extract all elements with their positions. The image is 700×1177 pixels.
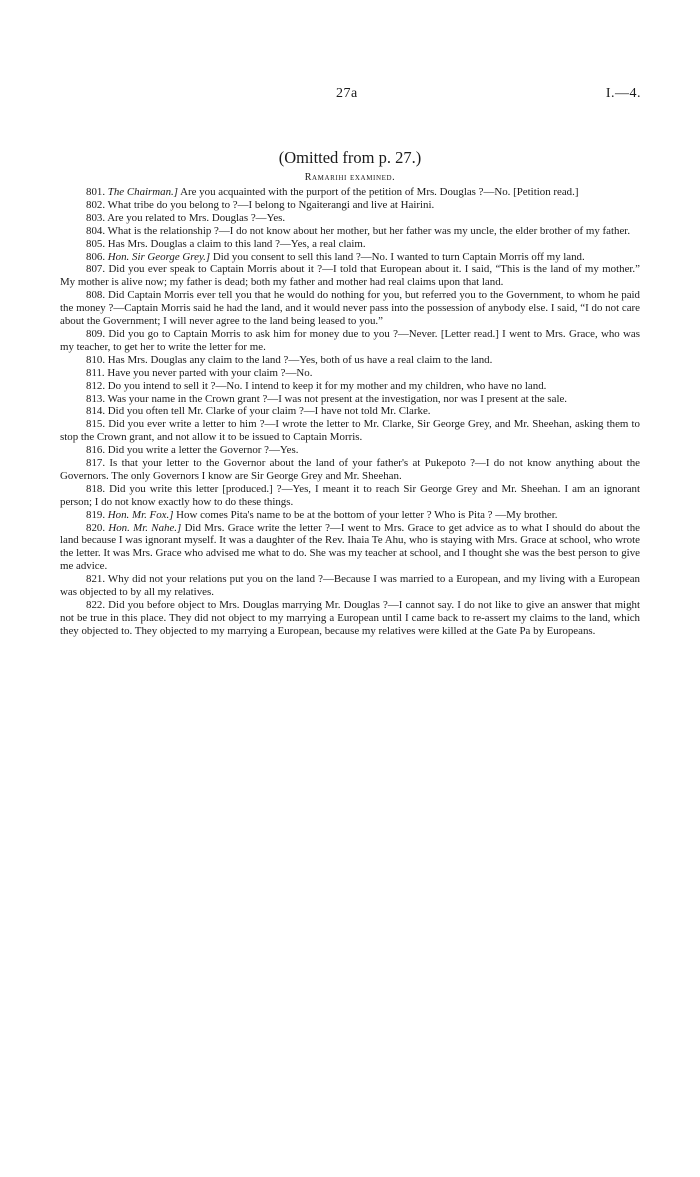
testimony-paragraph [60,238,640,251]
question-number: 819. [86,508,106,521]
testimony-paragraph [60,251,640,264]
question-answer-text: Did you write this letter [produced.] ?—Yes, I meant it to reach Sir George Grey and Mr. Sheehan. I am an ignorant person; I do not know exactly how to do these things. [60,482,641,508]
question-number: 816. [86,444,106,457]
speaker-name: Hon. Mr. Nahe.] [108,521,182,534]
question-answer-text: Do you intend to sell it ?—No. I intend to keep it for my mother and my children, who have no land. [107,379,547,392]
testimony-paragraph [60,186,640,199]
testimony-paragraph [60,328,640,354]
question-answer-text: Did you consent to sell this land ?—No. I wanted to turn Captain Morris off my land. [212,250,585,263]
testimony-paragraph [60,418,640,444]
question-number: 807. [86,263,106,276]
testimony-paragraph [60,483,640,509]
testimony-paragraph [60,199,640,212]
question-number: 821. [86,573,106,586]
speaker-name: Hon. Mr. Fox.] [107,508,174,521]
testimony-paragraph [60,380,640,393]
question-number: 813. [86,392,106,405]
question-number: 820. [86,521,106,534]
testimony-paragraph [60,444,640,457]
testimony-paragraph [60,522,640,574]
testimony-paragraph [60,289,640,328]
question-answer-text: What tribe do you belong to ?—I belong to Ngaiterangi and live at Hairini. [107,198,435,211]
question-answer-text: How comes Pita's name to be at the bottom of your letter ? Who is Pita ? —My brother. [176,508,558,521]
testimony-paragraph [60,573,640,599]
question-answer-text: What is the relationship ?—I do not know about her mother, but her father was my uncle, the elder brother of my father. [107,224,631,237]
question-number: 817. [86,457,106,470]
question-number: 808. [86,289,106,302]
speaker-name: Hon. Sir George Grey.] [107,250,211,263]
testimony-paragraph [60,599,640,638]
question-answer-text: Have you never parted with your claim ?—No. [107,366,313,379]
question-number: 801. [86,186,106,198]
question-answer-text: Was your name in the Crown grant ?—I was not present at the investigation, nor was I present at the sale. [107,392,568,405]
question-answer-text: Did Mrs. Grace write the letter ?—I went to Mrs. Grace to get advice as to what I should do about the land because I was ignorant myself. It was a daughter of the Rev. Ihaia Te Ahu, who is staying with Mrs. Grace at school, who wrote the letter. It was Mrs. Grace who advised me what to do. She was my teacher at school, and I thought she was the best person to give me advice. [60,521,640,573]
testimony-body [60,186,640,638]
question-number: 810. [86,353,106,366]
question-number: 809. [86,327,106,340]
question-number: 803. [86,211,106,224]
question-answer-text: Are you related to Mrs. Douglas ?—Yes. [107,211,286,224]
question-number: 814. [86,405,106,418]
witness-subheading: Ramarihi examined. [304,172,396,183]
question-answer-text: Did you ever write a letter to him ?—I wrote the letter to Mr. Clarke, Sir George Grey, and Mr. Sheehan, asking them to stop the Crown grant, and not allow it to be issued to Captain Morris. [60,418,640,444]
question-answer-text: Why did not your relations put you on the land ?—Because I was married to a European, and my living with a European was objected to by all my relatives. [60,573,640,599]
question-answer-text: Are you acquainted with the purport of the petition of Mrs. Douglas ?—No. [Petition read.] [180,186,579,198]
testimony-paragraph [60,212,640,225]
question-number: 806. [86,250,106,263]
testimony-paragraph [60,263,640,289]
question-number: 805. [86,237,106,250]
question-number: 815. [86,418,106,431]
testimony-paragraph [60,354,640,367]
question-number: 812. [86,379,106,392]
question-number: 811. [86,366,105,379]
question-answer-text: Is that your letter to the Governor about the land of your father's at Pukepoto ?—I do not know anything about the Governors. The only Governors I know are Sir George Grey and Mr. Sheehan. [60,457,640,482]
question-answer-text: Has Mrs. Douglas any claim to the land ?—Yes, both of us have a real claim to the land. [107,353,493,366]
testimony-paragraph [60,225,640,238]
testimony-paragraph [60,457,640,483]
speaker-name: The Chairman.] [107,186,178,198]
question-answer-text: Did you write a letter the Governor ?—Yes. [107,444,299,457]
question-answer-text: Did Captain Morris ever tell you that he would do nothing for you, but referred you to the Government, to whom he paid the money ?—Captain Morris said he had the land, and it would never pass into the possession of anybody else. I said, “I do not care about the Government; I will never agree to the land being leased to you.” [60,289,640,328]
document-code: I.—4. [605,86,641,101]
question-answer-text: Did you go to Captain Morris to ask him for money due to you ?—Never. [Letter read.] I went to Mrs. Grace, who was my teacher, to get her to write the letter for me. [60,327,640,353]
testimony-paragraph [60,509,640,522]
testimony-paragraph [60,367,640,380]
page-header [0,86,700,106]
question-number: 804. [86,224,106,237]
question-answer-text: Has Mrs. Douglas a claim to this land ?—Yes, a real claim. [107,237,366,250]
question-number: 818. [86,482,106,495]
testimony-paragraph [60,405,640,418]
testimony-paragraph [60,393,640,406]
question-answer-text: Did you often tell Mr. Clarke of your claim ?—I have not told Mr. Clarke. [107,405,431,418]
question-number: 802. [86,198,106,211]
section-heading: (Omitted from p. 27.) [278,148,422,167]
question-number: 822. [86,599,106,611]
question-answer-text: Did you ever speak to Captain Morris about it ?—I told that European about it. I said, “This is the land of my mother.” My mother is alive now; my father is dead; both my father and mother had real claims upon that land. [60,263,640,289]
page-number: 27a [336,86,358,101]
question-answer-text: Did you before object to Mrs. Douglas marrying Mr. Douglas ?—I cannot say. I do not like to give an answer that might not be true in this place. They did not object to my marrying a European until I came back to re-assert my claims to the land, which they objected to. They objected to my marrying a European, because my relatives were killed at the Gate Pa by Europeans. [60,599,640,637]
